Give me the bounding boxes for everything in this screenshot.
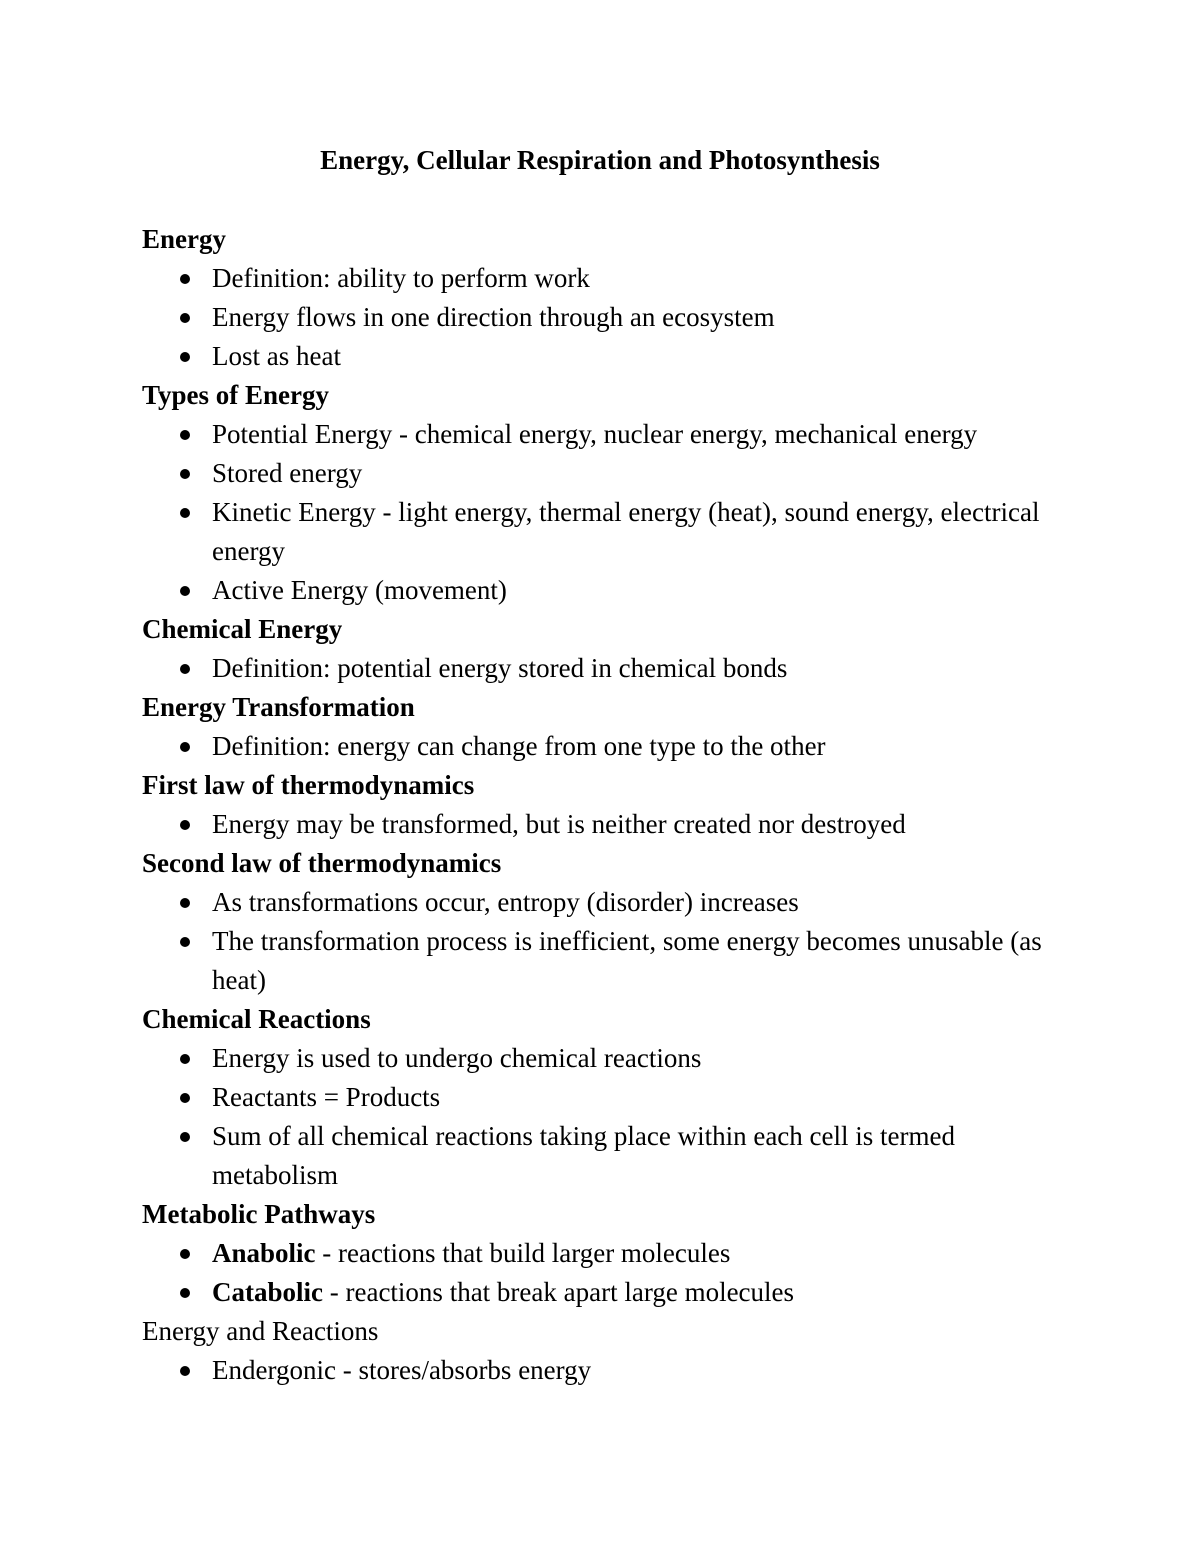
- list-item: [142, 454, 1072, 493]
- bullet-list: [142, 415, 1072, 610]
- bold-term: Anabolic: [212, 1238, 316, 1268]
- list-item: [142, 259, 1072, 298]
- bullet-dot-icon: [180, 430, 190, 440]
- item-text: Kinetic Energy - light energy, thermal energy (heat), sound energy, electrical energy: [212, 497, 1040, 566]
- bullet-dot-icon: [180, 1132, 190, 1142]
- item-text: Energy may be transformed, but is neither created nor destroyed: [212, 809, 906, 839]
- bullet-dot-icon: [180, 1249, 190, 1259]
- bullet-dot-icon: [180, 586, 190, 596]
- bullet-dot-icon: [180, 1288, 190, 1298]
- item-text: - reactions that break apart large molecules: [323, 1277, 795, 1307]
- bullet-dot-icon: [180, 352, 190, 362]
- section-heading: Chemical Reactions: [142, 1004, 371, 1034]
- section-heading: First law of thermodynamics: [142, 770, 475, 800]
- bullet-list: [142, 883, 1072, 1000]
- item-text: Sum of all chemical reactions taking place within each cell is termed metabolism: [212, 1121, 955, 1190]
- list-item: [142, 1039, 1072, 1078]
- item-text: Energy flows in one direction through an ecosystem: [212, 302, 775, 332]
- section-heading: Energy: [142, 224, 226, 254]
- item-text: Definition: ability to perform work: [212, 263, 590, 293]
- bullet-list: [142, 649, 1072, 688]
- section-heading: Chemical Energy: [142, 614, 343, 644]
- item-text: Active Energy (movement): [212, 575, 507, 605]
- list-item: [142, 805, 1072, 844]
- bullet-list: [142, 1234, 1072, 1312]
- bullet-list: [142, 727, 1072, 766]
- list-item: [142, 727, 1072, 766]
- bullet-dot-icon: [180, 664, 190, 674]
- bold-term: Catabolic: [212, 1277, 323, 1307]
- list-item: [142, 493, 1072, 571]
- item-text: Definition: energy can change from one type to the other: [212, 731, 826, 761]
- bullet-dot-icon: [180, 313, 190, 323]
- bullet-dot-icon: [180, 508, 190, 518]
- list-item: [142, 1273, 1072, 1312]
- item-text: The transformation process is inefficient, some energy becomes unusable (as heat): [212, 926, 1042, 995]
- section-heading: Types of Energy: [142, 380, 329, 410]
- item-text: Energy is used to undergo chemical reactions: [212, 1043, 702, 1073]
- list-item: [142, 1234, 1072, 1273]
- bullet-list: [142, 1351, 1072, 1390]
- bullet-dot-icon: [180, 742, 190, 752]
- bullet-dot-icon: [180, 820, 190, 830]
- bullet-list: [142, 805, 1072, 844]
- list-item: [142, 922, 1072, 1000]
- list-item: [142, 415, 1072, 454]
- item-text: Lost as heat: [212, 341, 341, 371]
- bullet-list: [142, 1039, 1072, 1195]
- bullet-dot-icon: [180, 1054, 190, 1064]
- list-item: [142, 1078, 1072, 1117]
- item-text: As transformations occur, entropy (disorder) increases: [212, 887, 799, 917]
- list-item: [142, 649, 1072, 688]
- list-item: [142, 298, 1072, 337]
- item-text: - reactions that build larger molecules: [315, 1238, 731, 1268]
- section-heading: Energy and Reactions: [142, 1316, 379, 1346]
- list-item: [142, 571, 1072, 610]
- item-text: Stored energy: [212, 458, 363, 488]
- bullet-dot-icon: [180, 274, 190, 284]
- list-item: [142, 883, 1072, 922]
- item-text: Reactants = Products: [212, 1082, 441, 1112]
- item-text: Definition: potential energy stored in chemical bonds: [212, 653, 788, 683]
- bullet-dot-icon: [180, 1366, 190, 1376]
- bullet-dot-icon: [180, 898, 190, 908]
- bullet-dot-icon: [180, 1093, 190, 1103]
- document-body: [142, 220, 1072, 1390]
- list-item: [142, 1351, 1072, 1390]
- document-title: Energy, Cellular Respiration and Photosynthesis: [320, 145, 880, 175]
- bullet-dot-icon: [180, 937, 190, 947]
- list-item: [142, 1117, 1072, 1195]
- item-text: Potential Energy - chemical energy, nuclear energy, mechanical energy: [212, 419, 978, 449]
- item-text: Endergonic - stores/absorbs energy: [212, 1355, 592, 1385]
- bullet-list: [142, 259, 1072, 376]
- section-heading: Energy Transformation: [142, 692, 415, 722]
- section-heading: Metabolic Pathways: [142, 1199, 376, 1229]
- bullet-dot-icon: [180, 469, 190, 479]
- section-heading: Second law of thermodynamics: [142, 848, 502, 878]
- list-item: [142, 337, 1072, 376]
